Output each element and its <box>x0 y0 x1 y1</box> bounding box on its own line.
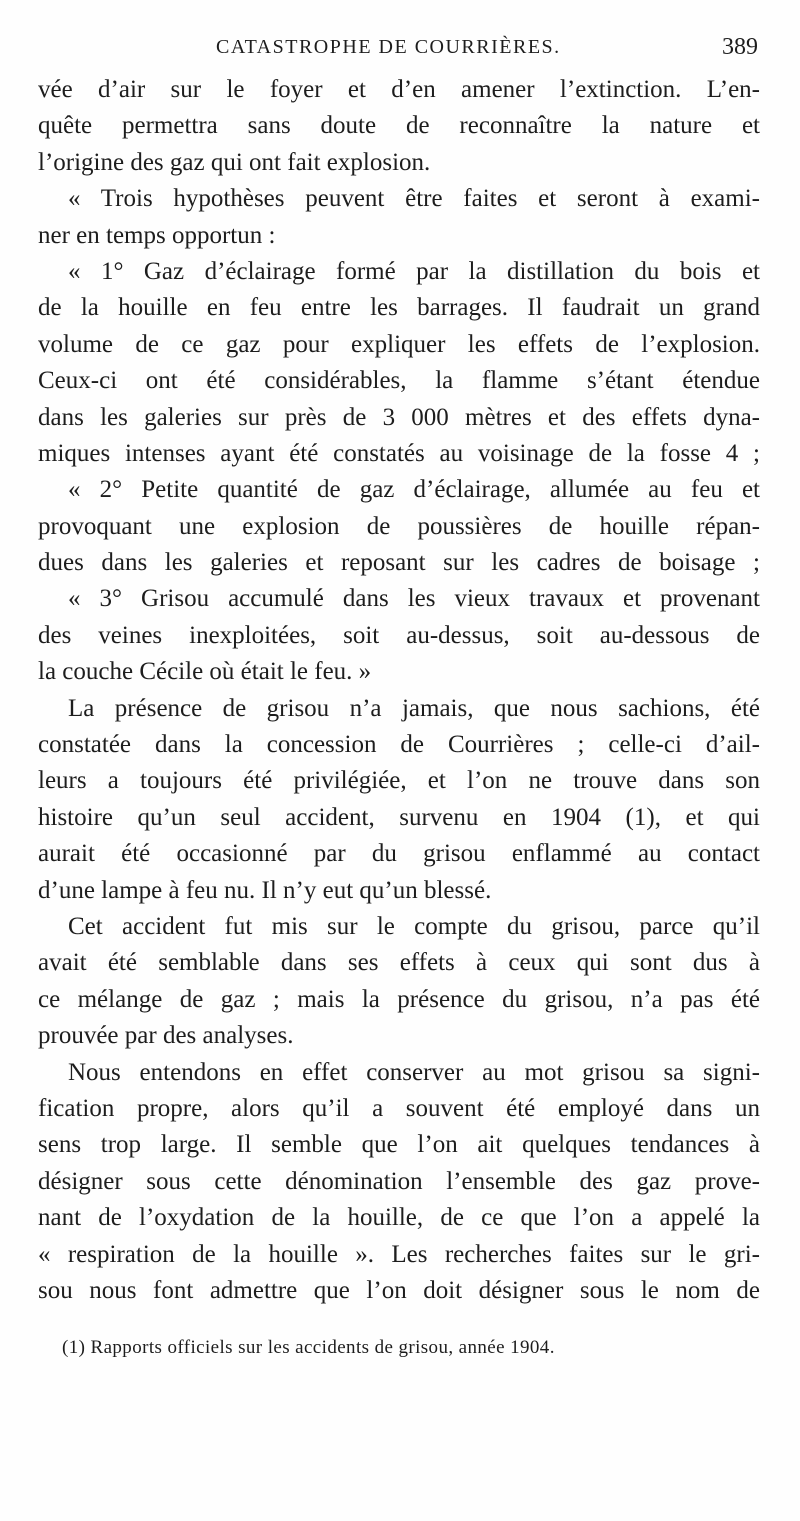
text-line: nant de l’oxydation de la houille, de ce que l’on a appelé la <box>38 1204 760 1232</box>
text-line: « Trois hypothèses peuvent être faites et seront à exami- <box>68 185 760 213</box>
text-line: dues dans les galeries et reposant sur les cadres de boisage ; <box>38 549 760 577</box>
text-line: quête permettra sans doute de reconnaître la nature et <box>38 112 760 140</box>
text-line: ner en temps opportun : <box>38 221 276 249</box>
text-line: avait été semblable dans ses effets à ceux qui sont dus à <box>38 949 760 977</box>
text-line: « 1° Gaz d’éclairage formé par la distillation du bois et <box>68 257 760 285</box>
text-line: constatée dans la concession de Courrières ; celle-ci d’ail- <box>38 731 760 759</box>
text-line: leurs a toujours été privilégiée, et l’on ne trouve dans son <box>38 767 760 795</box>
text-line: l’origine des gaz qui ont fait explosion. <box>38 148 431 176</box>
text-line: désigner sous cette dénomination l’ensemble des gaz prove- <box>38 1167 760 1195</box>
text-line: sens trop large. Il semble que l’on ait quelques tendances à <box>38 1131 760 1159</box>
footnote: (1) Rapports officiels sur les accidents de grisou, année 1904. <box>62 1337 555 1358</box>
text-line: d’une lampe à feu nu. Il n’y eut qu’un blessé. <box>38 876 492 904</box>
text-line: aurait été occasionné par du grisou enflammé au contact <box>38 840 760 868</box>
text-line: histoire qu’un seul accident, survenu en 1904 (1), et qui <box>38 803 760 831</box>
body-text <box>38 72 760 1309</box>
text-line: vée d’air sur le foyer et d’en amener l’extinction. L’en- <box>38 76 760 103</box>
text-line: prouvée par des analyses. <box>38 1022 294 1050</box>
text-line: volume de ce gaz pour expliquer les effets de l’explosion. <box>38 330 760 358</box>
text-line: « respiration de la houille ». Les recherches faites sur le gri- <box>38 1240 760 1268</box>
page-header <box>38 32 760 66</box>
text-line: fication propre, alors qu’il a souvent été employé dans un <box>38 1094 760 1122</box>
text-line: de la houille en feu entre les barrages. Il faudrait un grand <box>38 294 760 322</box>
text-line: provoquant une explosion de poussières de houille répan- <box>38 512 760 540</box>
text-line: Nous entendons en effet conserver au mot grisou sa signi- <box>68 1058 760 1086</box>
text-line: dans les galeries sur près de 3 000 mètres et des effets dyna- <box>38 403 760 431</box>
text-line: « 2° Petite quantité de gaz d’éclairage, allumée au feu et <box>68 476 760 504</box>
text-line: miques intenses ayant été constatés au voisinage de la fosse 4 ; <box>38 439 760 467</box>
text-line: la couche Cécile où était le feu. » <box>38 658 372 686</box>
text-line: Cet accident fut mis sur le compte du grisou, parce qu’il <box>68 912 760 940</box>
text-line: sou nous font admettre que l’on doit désigner sous le nom de <box>38 1276 760 1304</box>
page-number: 389 <box>722 34 758 60</box>
text-line: La présence de grisou n’a jamais, que nous sachions, été <box>68 694 760 722</box>
text-line: Ceux-ci ont été considérables, la flamme s’étant étendue <box>38 367 760 395</box>
text-line: « 3° Grisou accumulé dans les vieux travaux et provenant <box>68 585 760 613</box>
text-line: ce mélange de gaz ; mais la présence du grisou, n’a pas été <box>38 985 760 1013</box>
running-title: CATASTROPHE DE COURRIÈRES. <box>216 36 561 58</box>
text-line: des veines inexploitées, soit au-dessus, soit au-dessous de <box>38 621 760 649</box>
